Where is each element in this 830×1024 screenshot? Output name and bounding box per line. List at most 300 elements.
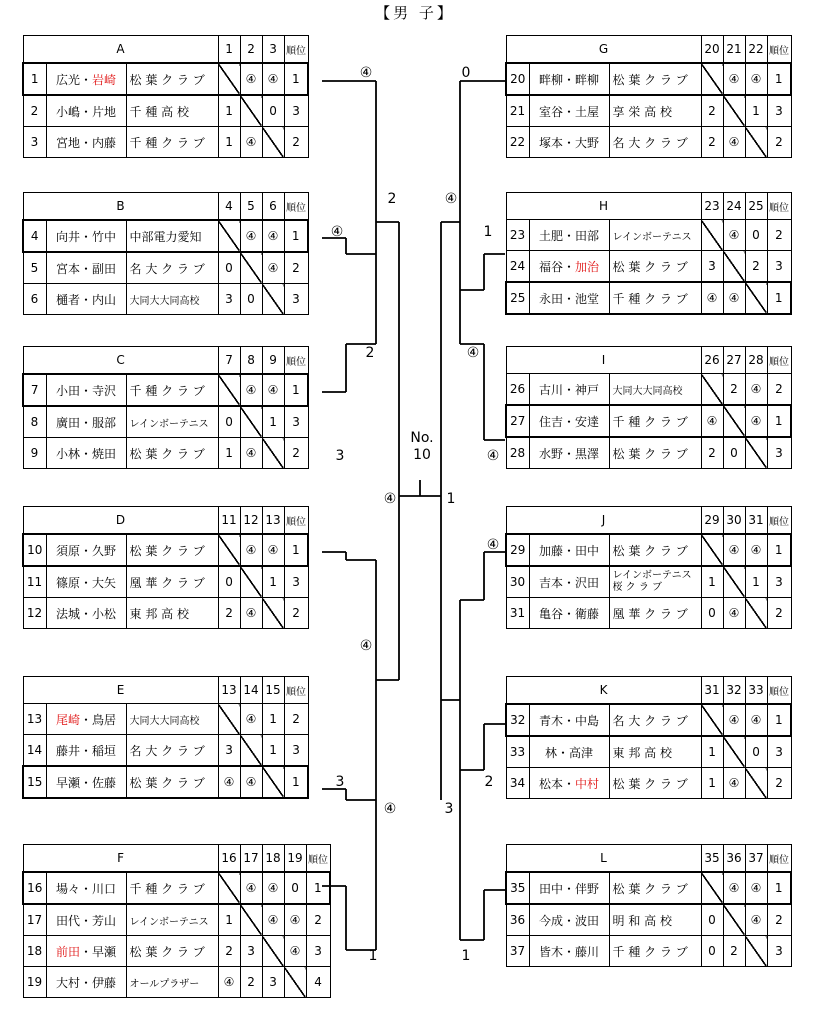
match-result: ④ [745, 704, 767, 736]
player-name-part: 前田 [55, 944, 80, 959]
club-name: 名 大 ク ラ ブ [609, 704, 701, 736]
match-result: ④ [218, 967, 240, 998]
club-name: 千 種 高 校 [126, 95, 218, 127]
club-name: 千 種 ク ラ ブ [609, 282, 701, 314]
column-header: 14 [240, 677, 262, 704]
column-header: 31 [701, 677, 723, 705]
match-result: 0 [723, 437, 745, 469]
rank-value: 2 [767, 598, 791, 629]
group-label: H [506, 193, 701, 220]
rank-value: 2 [767, 374, 791, 406]
rank-value: 1 [284, 534, 308, 566]
entry-number: 27 [506, 405, 529, 437]
bracket-score: ④ [359, 638, 373, 654]
match-result: ④ [240, 704, 262, 735]
match-result: 0 [284, 872, 306, 904]
player-name-part: 福谷・ [538, 259, 575, 274]
rank-value: 3 [284, 566, 308, 598]
player-name-part: 土肥・田部 [538, 228, 599, 243]
match-result: 1 [218, 127, 240, 158]
entry-number: 24 [506, 251, 529, 283]
match-result: 1 [218, 438, 240, 469]
column-header: 1 [218, 36, 240, 64]
match-result: 0 [701, 904, 723, 936]
match-result: ④ [723, 768, 745, 799]
match-result: ④ [240, 534, 262, 566]
column-header: 33 [745, 677, 767, 705]
rank-header: 順位 [767, 507, 791, 535]
rank-value: 1 [767, 282, 791, 314]
rank-value: 2 [306, 904, 330, 936]
match-result: 0 [701, 598, 723, 629]
column-header: 13 [218, 677, 240, 704]
rank-value: 3 [767, 566, 791, 598]
match-result: 3 [262, 967, 284, 998]
entry-number: 14 [23, 735, 46, 767]
match-result: 2 [701, 437, 723, 469]
club-name: 松 葉 ク ラ ブ [609, 251, 701, 283]
bracket-score: 3 [444, 801, 454, 817]
rank-value: 1 [767, 534, 791, 566]
club-name: 千 種 ク ラ ブ [126, 872, 218, 904]
match-number-label: No. 10 [410, 430, 434, 463]
match-result: 0 [218, 252, 240, 284]
rank-value: 1 [284, 766, 308, 798]
match-result: ④ [723, 63, 745, 95]
column-header: 11 [218, 507, 240, 535]
club-name: 名 大 ク ラ ブ [126, 735, 218, 767]
bracket-score: 2 [484, 774, 494, 790]
group-label: K [506, 677, 701, 705]
club-name: 凰 華 ク ラ ブ [609, 598, 701, 629]
club-name: 明 和 高 校 [609, 904, 701, 936]
club-name: レインボーテニス [126, 406, 218, 438]
bracket-score: ④ [383, 491, 397, 507]
rank-header: 順位 [284, 677, 308, 704]
match-result: ④ [723, 598, 745, 629]
entry-number: 23 [506, 220, 529, 251]
club-name: 松 葉 ク ラ ブ [126, 936, 218, 967]
column-header: 2 [240, 36, 262, 64]
player-name-part: 住吉・安達 [538, 414, 599, 429]
player-name-part: 須原・久野 [55, 543, 116, 558]
rank-value: 3 [306, 936, 330, 967]
player-name-part: 加藤・田中 [538, 543, 599, 558]
bracket-score: ④ [383, 801, 397, 817]
match-result: 0 [745, 220, 767, 251]
club-name: 東 邦 高 校 [609, 736, 701, 768]
match-result: ④ [262, 374, 284, 406]
match-result: 2 [745, 251, 767, 283]
match-result: ④ [218, 766, 240, 798]
rank-value: 3 [767, 936, 791, 967]
rank-value: 1 [767, 872, 791, 904]
player-name-part: 亀谷・衛藤 [538, 606, 599, 621]
match-result: ④ [240, 374, 262, 406]
entry-number: 22 [506, 127, 529, 158]
match-result: 1 [218, 95, 240, 127]
player-name-part: 尾崎 [55, 712, 80, 727]
match-result: ④ [701, 405, 723, 437]
player-name-part: 場々・川口 [55, 881, 116, 896]
entry-number: 30 [506, 566, 529, 598]
match-result: 2 [218, 598, 240, 629]
rank-header: 順位 [284, 347, 308, 375]
column-header: 4 [218, 193, 240, 221]
entry-number: 4 [23, 220, 46, 252]
group-label: E [23, 677, 218, 704]
match-result: 3 [701, 251, 723, 283]
column-header: 23 [701, 193, 723, 220]
club-name: 松 葉 ク ラ ブ [126, 438, 218, 469]
entry-number: 2 [23, 95, 46, 127]
club-name: 千 種 ク ラ ブ [609, 936, 701, 967]
player-name-part: 青木・中島 [538, 713, 599, 728]
bracket-score: ④ [444, 191, 458, 207]
entry-number: 28 [506, 437, 529, 469]
bracket-score: 1 [368, 948, 378, 964]
club-name: 松 葉 ク ラ ブ [609, 872, 701, 904]
club-name: 松 葉 ク ラ ブ [609, 768, 701, 799]
column-header: 19 [284, 845, 306, 873]
match-result: ④ [745, 534, 767, 566]
entry-number: 19 [23, 967, 46, 998]
bracket-score: 0 [461, 65, 471, 81]
match-result: 0 [262, 95, 284, 127]
rank-value: 3 [767, 251, 791, 283]
player-name-part: 向井・竹中 [55, 229, 116, 244]
rank-header: 順位 [767, 677, 791, 705]
match-result: ④ [284, 936, 306, 967]
match-result: 0 [218, 406, 240, 438]
match-result: ④ [723, 127, 745, 158]
match-result: 3 [240, 936, 262, 967]
player-name-part: 林・高津 [544, 745, 593, 760]
rank-value: 1 [284, 374, 308, 406]
rank-value: 3 [767, 95, 791, 127]
rank-header: 順位 [284, 36, 308, 64]
match-result: ④ [240, 766, 262, 798]
rank-value: 2 [767, 127, 791, 158]
club-name: 松 葉 ク ラ ブ [126, 534, 218, 566]
rank-header: 順位 [284, 193, 308, 221]
match-result: ④ [723, 872, 745, 904]
club-name: 大同大大同高校 [126, 284, 218, 315]
match-result: ④ [723, 704, 745, 736]
player-name-part: 法城・小松 [55, 606, 116, 621]
bracket-score: ④ [330, 224, 344, 240]
bracket-score: 1 [461, 948, 471, 964]
match-result: 0 [218, 566, 240, 598]
group-label: I [506, 347, 701, 374]
group-label: L [506, 845, 701, 873]
rank-value: 1 [284, 63, 308, 95]
match-result: ④ [262, 904, 284, 936]
entry-number: 35 [506, 872, 529, 904]
club-name: オールプラザー [126, 967, 218, 998]
column-header: 12 [240, 507, 262, 535]
match-result: ④ [240, 127, 262, 158]
club-name: 松 葉 ク ラ ブ [609, 534, 701, 566]
match-result: ④ [240, 438, 262, 469]
column-header: 21 [723, 36, 745, 64]
player-name-part: 小林・焼田 [55, 446, 116, 461]
match-result: ④ [240, 598, 262, 629]
rank-value: 2 [284, 438, 308, 469]
player-name-part: 加治 [575, 259, 600, 274]
column-header: 8 [240, 347, 262, 375]
club-name: 大同大大同高校 [126, 704, 218, 735]
column-header: 37 [745, 845, 767, 873]
match-result: ④ [262, 220, 284, 252]
player-name-part: 篠原・大矢 [55, 575, 116, 590]
match-result: ④ [284, 904, 306, 936]
column-header: 27 [723, 347, 745, 374]
club-name: 千 種 ク ラ ブ [126, 127, 218, 158]
player-name-part: ・早瀬 [80, 944, 117, 959]
match-result: 1 [262, 735, 284, 767]
entry-number: 3 [23, 127, 46, 158]
column-header: 31 [745, 507, 767, 535]
match-result: 2 [701, 95, 723, 127]
player-name-part: 畔柳・畔柳 [538, 72, 599, 87]
player-name-part: 小嶋・片地 [55, 104, 116, 119]
rank-header: 順位 [306, 845, 330, 873]
column-header: 35 [701, 845, 723, 873]
rank-value: 1 [767, 704, 791, 736]
player-name-part: ・鳥居 [80, 712, 117, 727]
match-result: 0 [745, 736, 767, 768]
match-result: 3 [218, 735, 240, 767]
club-name: 東 邦 高 校 [126, 598, 218, 629]
player-name-part: 岩崎 [92, 72, 117, 87]
entry-number: 25 [506, 282, 529, 314]
column-header: 16 [218, 845, 240, 873]
entry-number: 21 [506, 95, 529, 127]
rank-value: 2 [284, 704, 308, 735]
club-name: レインボーテニス [126, 904, 218, 936]
column-header: 22 [745, 36, 767, 64]
player-name-part: 田代・芳山 [55, 913, 116, 928]
player-name-part: 吉本・沢田 [538, 575, 599, 590]
entry-number: 13 [23, 704, 46, 735]
club-name: 享 栄 高 校 [609, 95, 701, 127]
rank-value: 3 [767, 736, 791, 768]
entry-number: 15 [23, 766, 46, 798]
player-name-part: 小田・寺沢 [55, 383, 116, 398]
player-name-part: 藤井・稲垣 [55, 743, 116, 758]
group-label: B [23, 193, 218, 221]
column-header: 29 [701, 507, 723, 535]
entry-number: 6 [23, 284, 46, 315]
entry-number: 11 [23, 566, 46, 598]
rank-value: 1 [284, 220, 308, 252]
player-name-part: 大村・伊藤 [55, 975, 116, 990]
entry-number: 33 [506, 736, 529, 768]
page-title: 【男 子】 [375, 4, 455, 22]
entry-number: 37 [506, 936, 529, 967]
rank-header: 順位 [767, 193, 791, 220]
column-header: 20 [701, 36, 723, 64]
club-name: 松 葉 ク ラ ブ [609, 437, 701, 469]
match-result: 1 [701, 736, 723, 768]
entry-number: 9 [23, 438, 46, 469]
match-result: ④ [745, 63, 767, 95]
entry-number: 36 [506, 904, 529, 936]
match-result: ④ [745, 904, 767, 936]
match-result: 1 [701, 768, 723, 799]
match-result: ④ [745, 405, 767, 437]
column-header: 32 [723, 677, 745, 705]
bracket-score: 3 [335, 774, 345, 790]
rank-value: 2 [284, 598, 308, 629]
match-result: ④ [262, 534, 284, 566]
bracket-score: ④ [359, 65, 373, 81]
rank-value: 3 [767, 437, 791, 469]
match-result: 1 [745, 566, 767, 598]
rank-value: 3 [284, 406, 308, 438]
match-result: 1 [701, 566, 723, 598]
club-name: 大同大大同高校 [609, 374, 701, 406]
bracket-score: ④ [486, 448, 500, 464]
column-header: 15 [262, 677, 284, 704]
bracket-score: 1 [483, 224, 493, 240]
player-name-part: 皆木・藤川 [538, 944, 599, 959]
player-name-part: 宮本・副田 [55, 261, 116, 276]
match-result: ④ [240, 63, 262, 95]
player-name-part: 松本・ [538, 776, 575, 791]
match-result: ④ [262, 872, 284, 904]
club-name: 中部電力愛知 [126, 220, 218, 252]
match-result: 2 [701, 127, 723, 158]
player-name-part: 室谷・土屋 [538, 104, 599, 119]
column-header: 25 [745, 193, 767, 220]
match-result: ④ [745, 374, 767, 406]
group-label: J [506, 507, 701, 535]
column-header: 30 [723, 507, 745, 535]
bracket-score: 2 [387, 191, 397, 207]
rank-header: 順位 [767, 347, 791, 374]
group-label: F [23, 845, 218, 873]
match-result: ④ [723, 282, 745, 314]
entry-number: 10 [23, 534, 46, 566]
column-header: 9 [262, 347, 284, 375]
column-header: 6 [262, 193, 284, 221]
club-name: レインボーテニス 桜 ク ラ ブ [609, 566, 701, 598]
club-name: 松 葉 ク ラ ブ [126, 766, 218, 798]
match-result: 1 [262, 566, 284, 598]
match-result: 2 [723, 936, 745, 967]
player-name-part: 広光・ [55, 72, 92, 87]
match-result: 1 [262, 406, 284, 438]
match-result: ④ [262, 252, 284, 284]
rank-value: 1 [767, 405, 791, 437]
column-header: 24 [723, 193, 745, 220]
match-result: ④ [701, 282, 723, 314]
rank-value: 2 [767, 768, 791, 799]
column-header: 18 [262, 845, 284, 873]
club-name: 松 葉 ク ラ ブ [609, 63, 701, 95]
column-header: 5 [240, 193, 262, 221]
bracket-score: ④ [466, 345, 480, 361]
club-name: 名 大 ク ラ ブ [609, 127, 701, 158]
match-result: ④ [723, 534, 745, 566]
match-result: ④ [240, 872, 262, 904]
rank-value: 4 [306, 967, 330, 998]
column-header: 36 [723, 845, 745, 873]
entry-number: 20 [506, 63, 529, 95]
entry-number: 32 [506, 704, 529, 736]
match-result: ④ [262, 63, 284, 95]
player-name-part: 宮地・内藤 [55, 135, 116, 150]
player-name-part: 古川・神戸 [538, 382, 599, 397]
entry-number: 17 [23, 904, 46, 936]
player-name-part: 永田・池堂 [538, 291, 599, 306]
rank-header: 順位 [767, 36, 791, 64]
entry-number: 31 [506, 598, 529, 629]
bracket-score: 1 [446, 491, 456, 507]
rank-value: 1 [767, 63, 791, 95]
entry-number: 16 [23, 872, 46, 904]
match-result: 2 [723, 374, 745, 406]
match-result: 2 [218, 936, 240, 967]
match-result: ④ [745, 872, 767, 904]
match-result: 3 [218, 284, 240, 315]
rank-value: 3 [284, 95, 308, 127]
column-header: 17 [240, 845, 262, 873]
bracket-score: 3 [335, 448, 345, 464]
rank-header: 順位 [284, 507, 308, 535]
club-name: 名 大 ク ラ ブ [126, 252, 218, 284]
group-label: C [23, 347, 218, 375]
bracket-score: 2 [365, 345, 375, 361]
player-name-part: 早瀬・佐藤 [55, 775, 116, 790]
entry-number: 8 [23, 406, 46, 438]
entry-number: 7 [23, 374, 46, 406]
rank-value: 1 [306, 872, 330, 904]
match-result: 1 [262, 704, 284, 735]
player-name-part: 今成・波田 [538, 913, 599, 928]
group-label: G [506, 36, 701, 64]
player-name-part: 樋者・内山 [55, 292, 116, 307]
rank-value: 3 [284, 284, 308, 315]
column-header: 3 [262, 36, 284, 64]
column-header: 28 [745, 347, 767, 374]
player-name-part: 田中・伴野 [538, 881, 599, 896]
entry-number: 34 [506, 768, 529, 799]
club-name: レインボーテニス [609, 220, 701, 251]
rank-value: 2 [767, 904, 791, 936]
group-label: A [23, 36, 218, 64]
match-result: 2 [240, 967, 262, 998]
column-header: 26 [701, 347, 723, 374]
player-name-part: 中村 [575, 776, 600, 791]
player-name-part: 水野・黒澤 [538, 446, 599, 461]
match-result: ④ [723, 220, 745, 251]
match-result: 1 [745, 95, 767, 127]
rank-value: 2 [284, 127, 308, 158]
column-header: 13 [262, 507, 284, 535]
match-result: ④ [240, 220, 262, 252]
match-result: 1 [218, 904, 240, 936]
match-result: 0 [701, 936, 723, 967]
entry-number: 29 [506, 534, 529, 566]
column-header: 7 [218, 347, 240, 375]
entry-number: 5 [23, 252, 46, 284]
rank-value: 2 [284, 252, 308, 284]
club-name: 千 種 ク ラ ブ [609, 405, 701, 437]
entry-number: 26 [506, 374, 529, 406]
